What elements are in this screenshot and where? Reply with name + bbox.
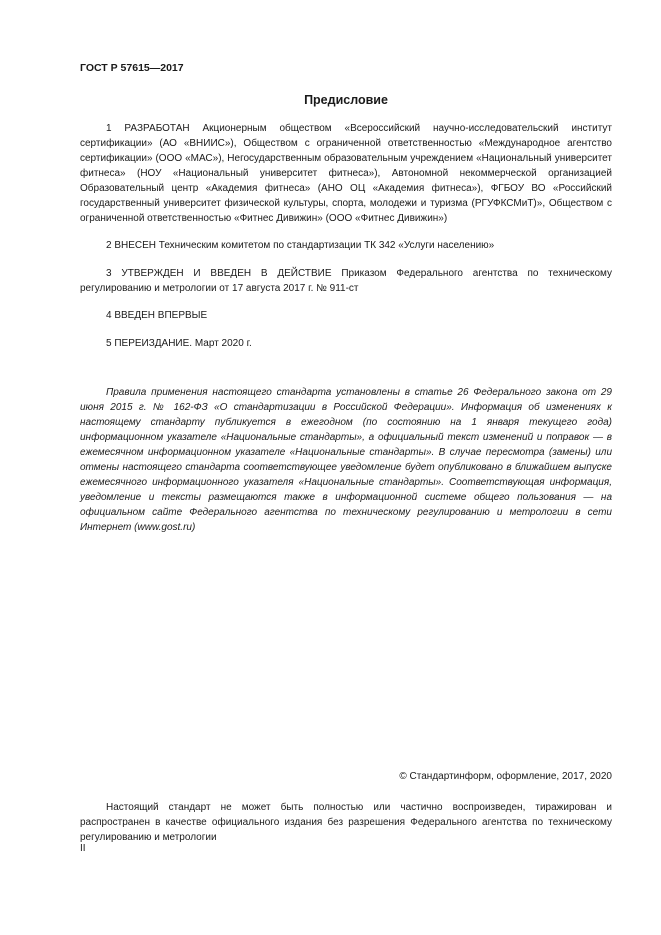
preface-item-first-introduced: 4 ВВЕДЕН ВПЕРВЫЕ xyxy=(106,310,208,321)
standard-code: ГОСТ Р 57615—2017 xyxy=(80,62,184,74)
preface-item-developed: 1 РАЗРАБОТАН Акционерным обществом «Всероссийский научно-исследовательский институт сертификации» (АО «ВНИИС»), Обществом с ограниченной ответственностью «Международное агентство сертификации» (ООО «МАС»), Негосударственным образовательным учреждением «Национальный университет фитнеса» (НОУ «Национальный университет фитнеса»), Автономной некоммерческой организацией Образовательный центр «Академия фитнеса» (АНО ОЦ «Академия фитнеса»), ФГБОУ ВО «Российский государственный университет физической культуры, спорта, молодежи и туризма (РГУФКСМиТ)», Обществом с ограниченной ответственностью «Фитнес Дивижин» (ООО «Фитнес Дивижин») xyxy=(80,123,612,224)
preface-title: Предисловие xyxy=(304,93,388,107)
preface-item-reissue: 5 ПЕРЕИЗДАНИЕ. Март 2020 г. xyxy=(106,338,252,349)
application-rules-notice: Правила применения настоящего стандарта установлены в статье 26 Федерального закона от 29 июня 2015 г. № 162-ФЗ «О стандартизации в Российской Федерации». Информация об изменениях к настоящему стандарту публикуется в ежегодном (по состоянию на 1 января текущего года) информационном указателе «Национальные стандарты», а официальный текст изменений и поправок — в ежемесячном информационном указателе «Национальные стандарты». В случае пересмотра (замены) или отмены настоящего стандарта соответствующее уведомление будет опубликовано в ближайшем выпуске ежемесячного информационного указателя «Национальные стандарты». Соответствующая информация, уведомление и тексты размещаются также в информационной системе общего пользования — на официальном сайте Федерального агентства по техническому регулированию и метрологии в сети Интернет (www.gost.ru) xyxy=(80,387,612,533)
page-number: II xyxy=(80,843,86,854)
copyright: © Стандартинформ, оформление, 2017, 2020 xyxy=(399,771,612,782)
preface-item-introduced: 2 ВНЕСЕН Техническим комитетом по стандартизации ТК 342 «Услуги населению» xyxy=(106,240,495,251)
preface-item-approved: 3 УТВЕРЖДЕН И ВВЕДЕН В ДЕЙСТВИЕ Приказом Федерального агентства по техническому регулированию и метрологии от 17 августа 2017 г. № 911-ст xyxy=(80,268,612,294)
reproduction-notice: Настоящий стандарт не может быть полностью или частично воспроизведен, тиражирован и распространен в качестве официального издания без разрешения Федерального агентства по техническому регулированию и метрологии xyxy=(80,802,612,843)
